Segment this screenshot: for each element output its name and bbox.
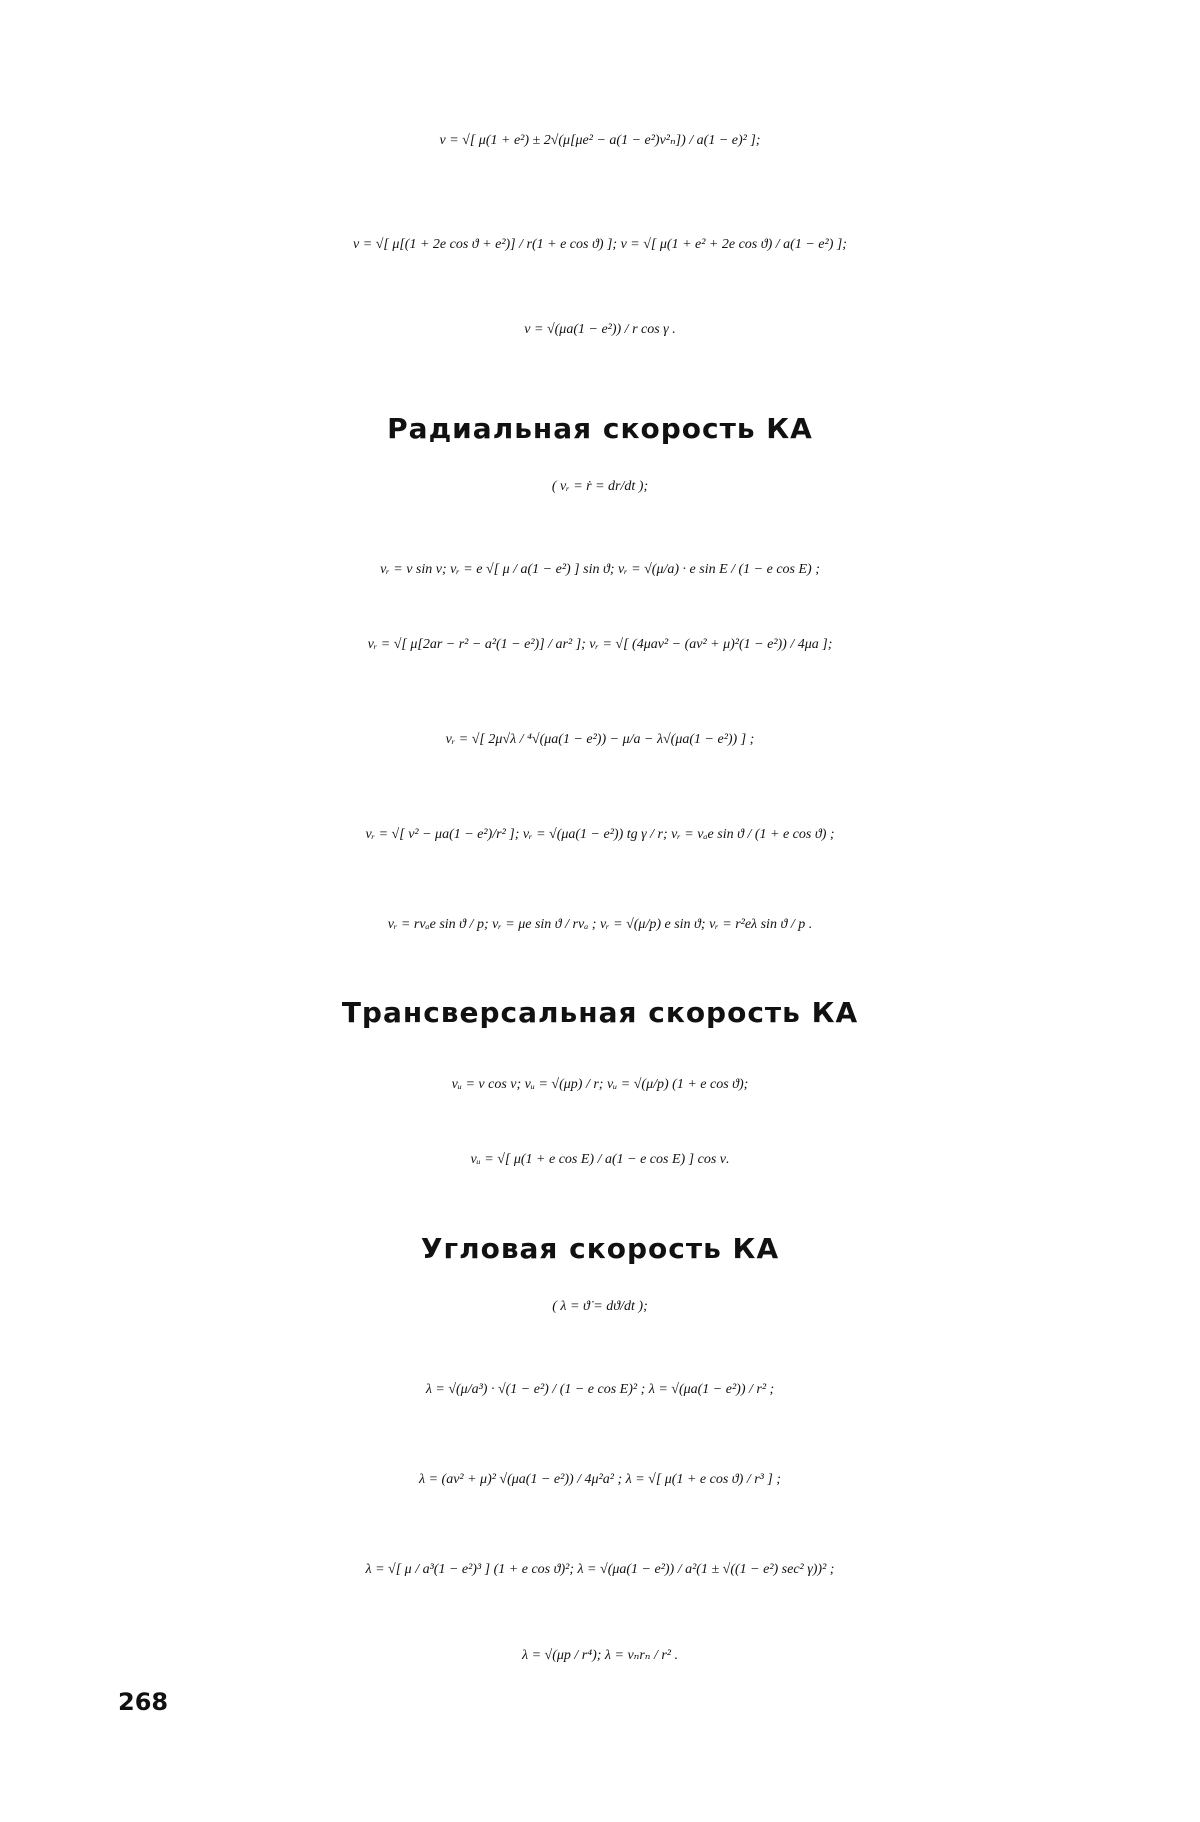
section-heading-transversal: Трансверсальная скорость КА (341, 996, 859, 1029)
formula-radial-1: vᵣ = v sin ν; vᵣ = e √[ μ / a(1 − e²) ] sin ϑ; vᵣ = √(μ/a) · e sin E / (1 − e cos E) ; (380, 562, 820, 577)
formula-transversal-1: vᵤ = v cos ν; vᵤ = √(μp) / r; vᵤ = √(μ/p) (1 + e cos ϑ); (451, 1077, 749, 1092)
formula-angular-2: λ = (av² + μ)² √(μa(1 − e²)) / 4μ²a² ; λ = √[ μ(1 + e cos ϑ) / r³ ] ; (419, 1472, 781, 1487)
formula-velocity-1: v = √[ μ(1 + e²) ± 2√(μ[μe² − a(1 − e²)v²ₙ]) / a(1 − e)² ]; (439, 132, 761, 148)
page-number: 268 (118, 1688, 169, 1716)
formula-radial-2: vᵣ = √[ μ[2ar − r² − a²(1 − e²)] / ar² ]; vᵣ = √[ (4μav² − (av² + μ)²(1 − e²)) / 4μa ]; (367, 637, 833, 652)
formula-angular-3: λ = √[ μ / a³(1 − e²)³ ] (1 + e cos ϑ)²; λ = √(μa(1 − e²)) / a²(1 ± √((1 − e²) sec² γ))² ; (365, 1562, 835, 1577)
formula-angular-1: λ = √(μ/a³) · √(1 − e²) / (1 − e cos E)² ; λ = √(μa(1 − e²)) / r² ; (425, 1382, 775, 1397)
formula-angular-4: λ = √(μp / r⁴); λ = vₙrₙ / r² . (522, 1647, 678, 1663)
formula-radial-4: vᵣ = √[ v² − μa(1 − e²)/r² ]; vᵣ = √(μa(1 − e²)) tg γ / r; vᵣ = vₐe sin ϑ / (1 + e cos ϑ) ; (365, 827, 835, 842)
formula-radial-5: vᵣ = rvₐe sin ϑ / p; vᵣ = μe sin ϑ / rvₐ ; vᵣ = √(μ/p) e sin ϑ; vᵣ = r²eλ sin ϑ / p . (387, 917, 813, 932)
formula-velocity-3: v = √(μa(1 − e²)) / r cos γ . (524, 322, 676, 337)
formula-radial-3: vᵣ = √[ 2μ√λ / ⁴√(μa(1 − e²)) − μ/a − λ√(μa(1 − e²)) ] ; (445, 732, 755, 747)
section-heading-radial: Радиальная скорость КА (387, 412, 813, 445)
section-heading-angular: Угловая скорость КА (420, 1232, 780, 1265)
formula-transversal-2: vᵤ = √[ μ(1 + e cos E) / a(1 − e cos E) ] cos ν. (470, 1152, 730, 1167)
formula-velocity-2: v = √[ μ[(1 + 2e cos ϑ + e²)] / r(1 + e cos ϑ) ]; v = √[ μ(1 + e² + 2e cos ϑ) / a(1 − e²) ]; (353, 237, 847, 252)
formula-angular-definition: ( λ = ϑ̇ = dϑ/dt ); (552, 1299, 648, 1314)
formula-radial-definition: ( vᵣ = ṙ = dr/dt ); (551, 479, 649, 494)
